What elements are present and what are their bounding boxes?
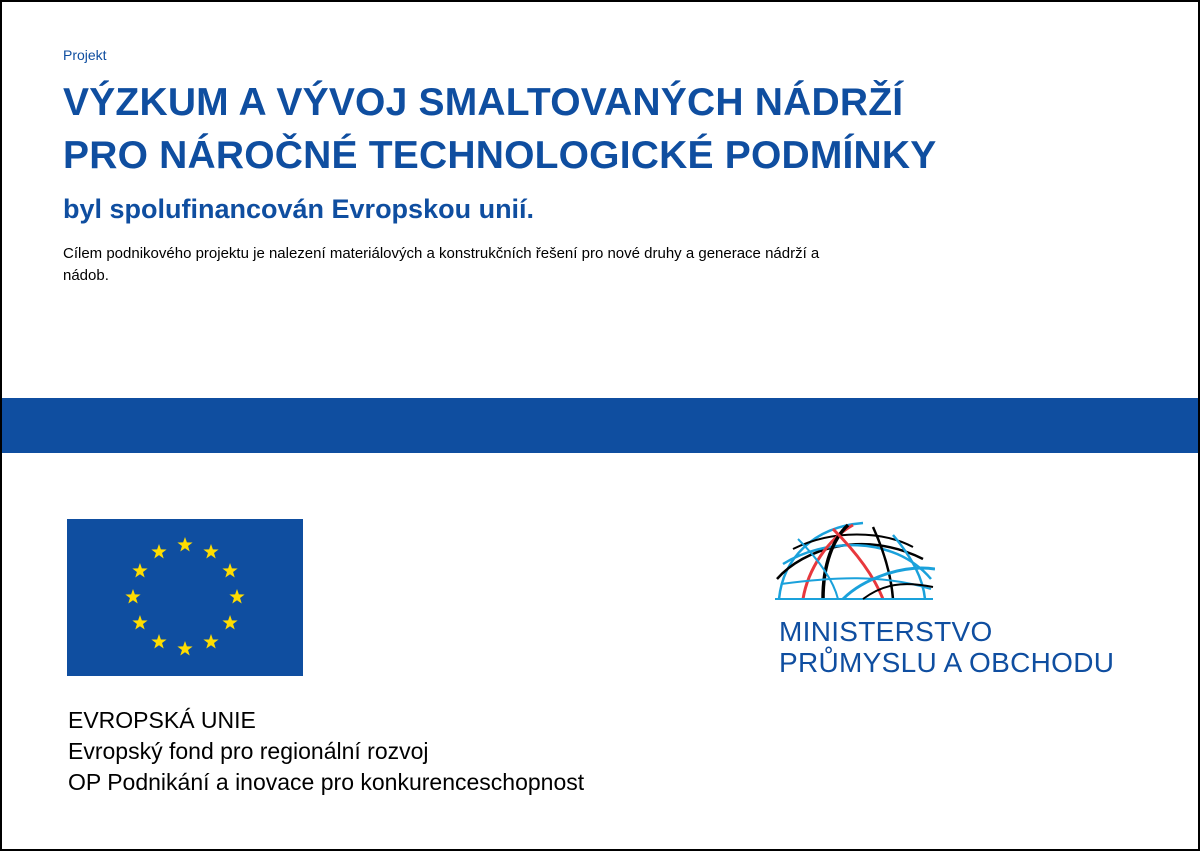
eu-name: EVROPSKÁ UNIE <box>68 707 256 733</box>
project-title <box>63 76 937 182</box>
eu-flag-icon <box>67 519 303 676</box>
project-label: Projekt <box>63 47 107 63</box>
ministry-line2: PRŮMYSLU A OBCHODU <box>779 647 1115 678</box>
ministry-name <box>779 616 1114 678</box>
globe-logo-icon <box>773 519 935 601</box>
project-title-line1: VÝZKUM A VÝVOJ SMALTOVANÝCH NÁDRŽÍ <box>63 81 904 124</box>
blue-band-divider <box>2 398 1198 453</box>
eu-fund: Evropský fond pro regionální rozvoj <box>68 738 429 764</box>
project-title-line2: PRO NÁROČNÉ TECHNOLOGICKÉ PODMÍNKY <box>63 134 937 177</box>
project-description: Cílem podnikového projektu je nalezení materiálových a konstrukčních řešení pro nové druhy a generace nádrží a nádob. <box>63 245 820 284</box>
eu-text-block <box>68 705 584 798</box>
eu-programme: OP Podnikání a inovace pro konkurenceschopnost <box>68 769 585 795</box>
project-subtitle: byl spolufinancován Evropskou unií. <box>63 194 535 224</box>
ministry-line1: MINISTERSTVO <box>779 616 993 647</box>
